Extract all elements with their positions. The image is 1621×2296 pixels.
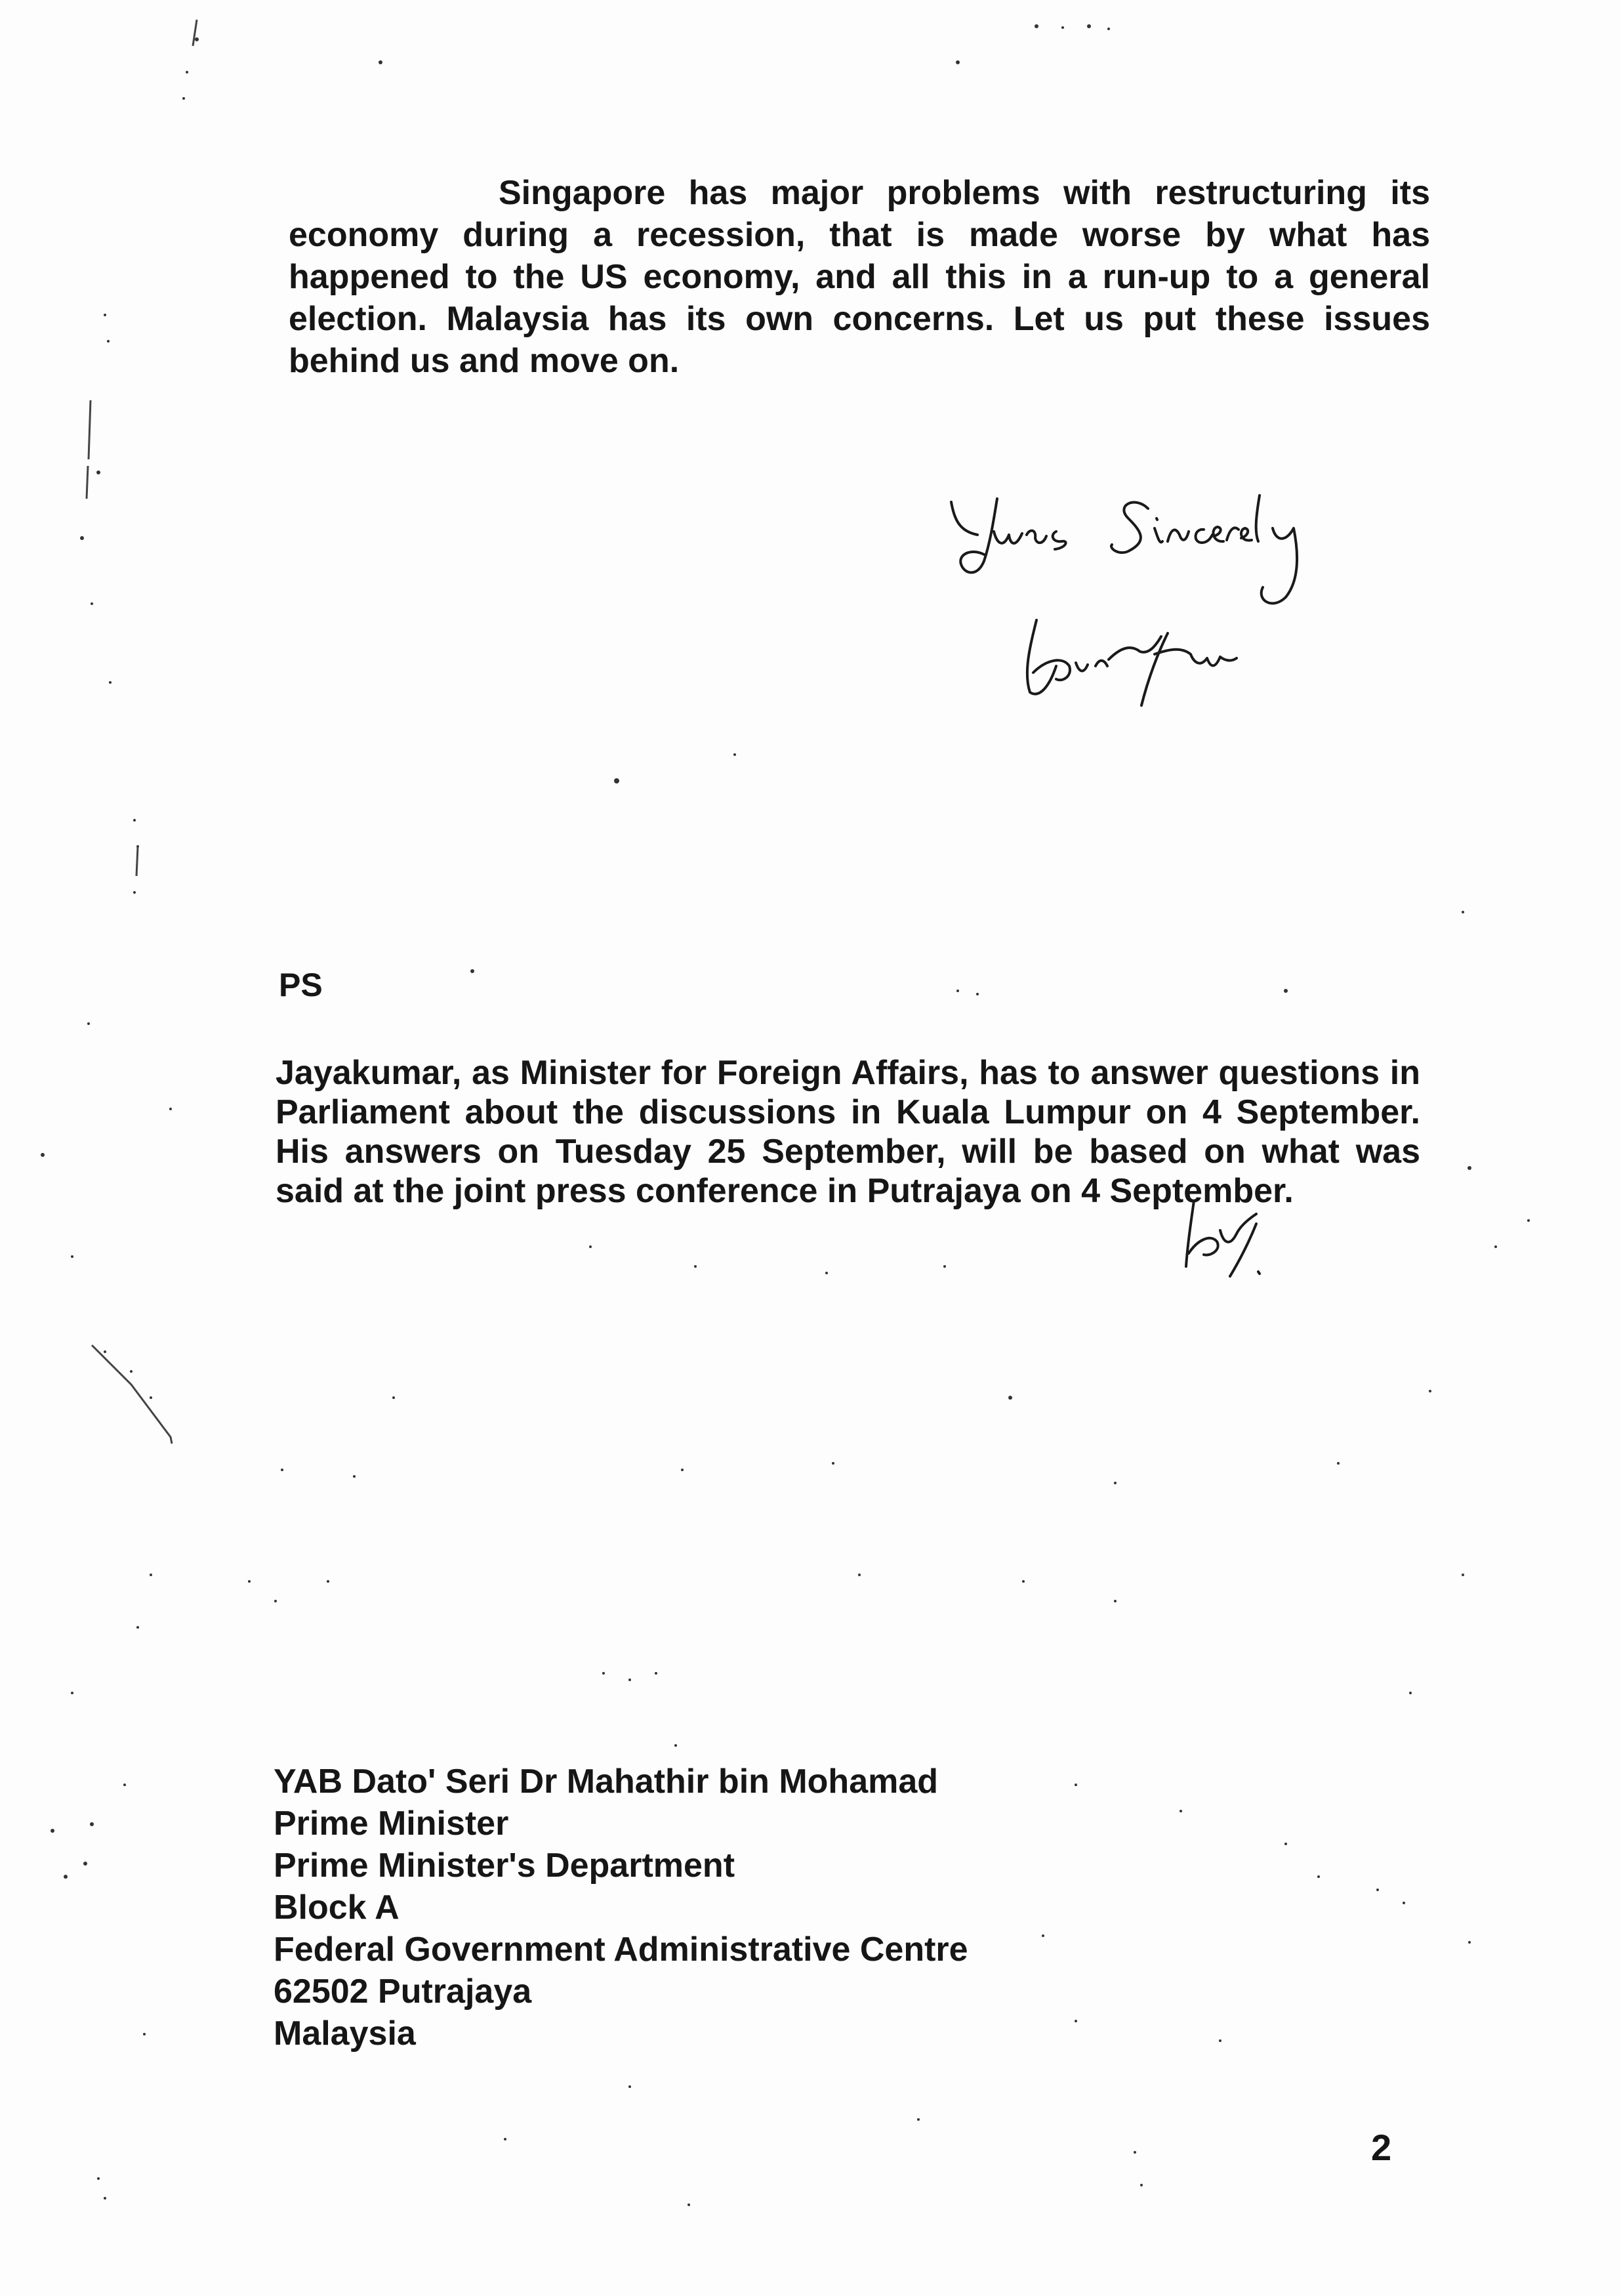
- handwritten-initials: [1174, 1194, 1286, 1286]
- recipient-address: [274, 1761, 968, 2055]
- letter-body-paragraph: Singapore has major problems with restructuring its economy during a recession, that is made worse by what has happened to the US economy, and all this in a run-up to a general election. Malaysia has its own concerns. Let us put these issues behind us and move on.: [289, 174, 1430, 380]
- page-number: 2: [1371, 2127, 1392, 2168]
- handwritten-signature: [932, 482, 1338, 719]
- ps-label: PS: [279, 967, 323, 1003]
- address-line: YAB Dato' Seri Dr Mahathir bin Mohamad: [274, 1763, 939, 1801]
- address-line: Federal Government Administrative Centre: [274, 1931, 968, 1969]
- address-line: 62502 Putrajaya: [274, 1972, 532, 2011]
- address-line: Malaysia: [274, 2014, 416, 2053]
- ps-paragraph: Jayakumar, as Minister for Foreign Affairs, has to answer questions in Parliament about the discussions in Kuala Lumpur on 4 September. His answers on Tuesday 25 September, will be based on what was said at the joint press conference in Putrajaya on 4 September.: [276, 1054, 1420, 1210]
- address-line: Block A: [274, 1889, 400, 1927]
- address-line: Prime Minister: [274, 1805, 509, 1843]
- address-line: Prime Minister's Department: [274, 1847, 735, 1885]
